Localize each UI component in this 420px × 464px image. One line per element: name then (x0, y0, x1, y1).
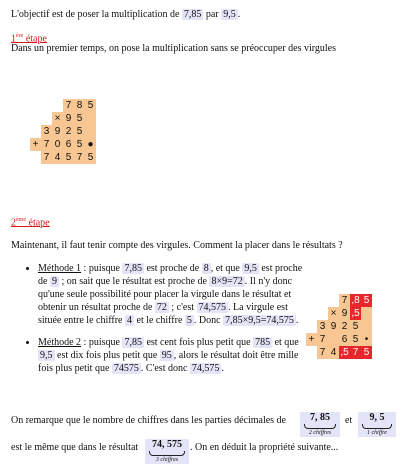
grid-cell (30, 112, 41, 125)
conclusion-end: . On en déduit la propriété suivante... (190, 442, 339, 453)
grid-cell: 5 (361, 346, 372, 359)
grid-cell: ,5 (351, 308, 360, 319)
m2-t7: . (221, 363, 224, 374)
grid-cell: 7 (41, 151, 52, 164)
grid-cell (306, 294, 317, 307)
grid-row (30, 151, 96, 164)
grid-cell: 7 (350, 346, 361, 359)
conclusion-and: et (345, 415, 353, 426)
m1-t5: ; on sait que le résultat est proche de (58, 276, 210, 287)
grid-cell: 5 (74, 112, 85, 125)
grid-cell: 2 (63, 125, 74, 138)
decimal-brace-b (358, 412, 396, 437)
grid-cell: 7 (74, 151, 85, 164)
m2-t1: : puisque (81, 337, 123, 348)
method2-label: Méthode 2 (38, 337, 82, 348)
grid-cell: 0 (52, 138, 63, 151)
brace-a-int: 7, (310, 412, 318, 423)
grid-cell: 2 (339, 320, 350, 333)
value-9-5: 9,5 (223, 9, 236, 20)
m2-t3: et que (272, 337, 299, 348)
grid-cell (85, 125, 96, 138)
grid-cell: 5 (350, 320, 361, 333)
grid-cell (306, 307, 317, 320)
decimal-brace-c (145, 439, 189, 464)
grid-cell (328, 333, 339, 346)
method-2 (38, 336, 303, 375)
m1-v8: 4 (127, 315, 132, 326)
grid-cell: × (328, 307, 339, 320)
intro-line (11, 9, 240, 20)
m1-t7: ; c'est (168, 302, 197, 313)
grid-cell: 5 (74, 125, 85, 138)
grid-cell (52, 99, 63, 112)
grid-cell: ,5 (340, 347, 349, 358)
brace-c-note: 3 chiffres (155, 457, 179, 463)
m2-v1: 7,85 (124, 337, 142, 348)
method1-label: Méthode 1 (38, 263, 82, 274)
grid-cell: 5 (350, 333, 361, 346)
m2-v3: 9,5 (40, 350, 53, 361)
grid-cell (85, 112, 96, 125)
grid-cell (328, 294, 339, 307)
grid-cell: 6 (63, 138, 74, 151)
grid-cell: + (30, 138, 41, 151)
grid-cell: 5 (63, 151, 74, 164)
m1-t3: , et que (210, 263, 243, 274)
grid-cell (41, 99, 52, 112)
grid-cell: 9 (328, 320, 339, 333)
grid-cell: 8 (74, 99, 85, 112)
m2-v6: 74,575 (191, 363, 220, 374)
m2-v4: 95 (161, 350, 172, 361)
grid-cell (30, 151, 41, 164)
m1-t6: . Il n'y donc qu'une seule possibilité pour placer la virgule dans le résultat et obtenir un résultat proche de (38, 276, 293, 313)
m1-v7: 74,575 (198, 302, 227, 313)
step2-num: 2 (11, 217, 16, 229)
grid-cell (361, 320, 372, 333)
grid-row (306, 320, 372, 333)
grid-cell: 5 (85, 99, 96, 112)
grid-cell: 5 (361, 294, 372, 307)
intro-end: . (237, 9, 241, 20)
multiplication-grid-2 (306, 294, 372, 359)
m2-v2: 785 (255, 337, 271, 348)
m2-v5: 74575 (113, 363, 139, 374)
multiplication-grid-1 (30, 99, 96, 164)
grid-cell: 7 (317, 333, 328, 346)
grid-cell: 7 (41, 138, 52, 151)
grid-cell: + (306, 333, 317, 346)
m2-t2: est cent fois plus petit que (143, 337, 254, 348)
grid-cell: • (361, 333, 372, 346)
m2-t5: , alors le résultat doit être mille fois plus petit que (38, 350, 299, 374)
m1-v9: 5 (186, 315, 192, 326)
line2-text: est le même que dans le résultat (11, 442, 139, 453)
conclusion-line1: On remarque que le nombre de chiffres dans les parties décimales de (11, 415, 286, 426)
grid-cell: 9 (52, 125, 63, 138)
conclusion-line2 (11, 442, 138, 453)
intro-text: par (205, 9, 219, 20)
grid-cell (41, 112, 52, 125)
grid-row (306, 333, 372, 346)
grid-cell: 5 (85, 151, 96, 164)
brace-c-int: 74, (152, 439, 165, 450)
grid-cell: 4 (328, 346, 339, 359)
grid-row (30, 99, 96, 112)
grid-cell (317, 294, 328, 307)
m2-t4: est dix fois plus petit que (54, 350, 160, 361)
step2-heading (11, 217, 50, 228)
grid-cell: 7 (63, 99, 74, 112)
brace-c-dec: 575 (167, 439, 182, 450)
grid-row (30, 112, 96, 125)
grid-cell (30, 99, 41, 112)
methods-list (24, 262, 303, 384)
grid-cell: 4 (52, 151, 63, 164)
m1-v4: 9 (51, 276, 57, 287)
decimal-brace-a (300, 412, 340, 437)
grid-cell: 5 (74, 138, 85, 151)
grid-cell (30, 125, 41, 138)
brace-b-dec: 5 (379, 412, 385, 423)
grid-cell: ,8 (351, 295, 360, 306)
step2-text: Maintenant, il faut tenir compte des virgules. Comment la placer dans le résultats ? (11, 240, 343, 251)
m1-t11: . (295, 315, 299, 326)
grid-cell: 9 (339, 307, 350, 320)
m1-t10: . Donc (193, 315, 224, 326)
intro-text: L'objectif est de poser la multiplication de (11, 9, 180, 20)
step1-word: étape (25, 33, 47, 45)
grid-cell (317, 307, 328, 320)
grid-cell (306, 320, 317, 333)
step1-text: Dans un premier temps, on pose la multiplication sans se préoccuper des virgules (11, 43, 337, 54)
grid-row (306, 294, 372, 307)
brace-c-number (147, 439, 187, 451)
grid-cell: 3 (317, 320, 328, 333)
grid-row (306, 307, 372, 320)
brace-a-number (302, 412, 338, 424)
step2-word: étape (28, 217, 50, 229)
grid-cell: 7 (339, 294, 350, 307)
m2-t6: . C'est donc (140, 363, 190, 374)
m1-v3: 9,5 (244, 263, 257, 274)
m1-v2: 8 (203, 263, 209, 274)
m1-v1: 7,85 (124, 263, 142, 274)
grid-cell: 7 (317, 346, 328, 359)
grid-cell: 3 (41, 125, 52, 138)
step1-num: 1 (11, 33, 16, 45)
m1-t4: est proche de (38, 263, 303, 287)
brace-b-note: 1 chiffre (367, 430, 387, 436)
m1-t9: et le chiffre (134, 315, 185, 326)
grid-cell: 9 (63, 112, 74, 125)
grid-cell: ● (85, 138, 96, 151)
grid-row (30, 125, 96, 138)
brace-b-number (360, 412, 394, 424)
grid-row (30, 138, 96, 151)
grid-cell (306, 346, 317, 359)
m1-v10: 7,85×9,5=74,575 (225, 315, 294, 326)
m1-t2: est proche de (143, 263, 202, 274)
grid-cell: 6 (339, 333, 350, 346)
step2-sup: ème (16, 217, 26, 223)
m1-t1: : puisque (81, 263, 123, 274)
value-7-85: 7,85 (183, 9, 202, 20)
step1-sup: ère (16, 33, 24, 39)
grid-cell (361, 307, 372, 320)
method-1 (38, 262, 303, 327)
m1-v5: 8×9=72 (211, 276, 243, 287)
m1-t8: . La virgule est située entre le chiffre (38, 302, 288, 326)
brace-a-dec: 85 (320, 412, 330, 423)
brace-a-note: 2 chiffres (308, 430, 332, 436)
m1-v6: 72 (156, 302, 167, 313)
grid-row (306, 346, 372, 359)
grid-cell: × (52, 112, 63, 125)
brace-b-int: 9, (369, 412, 377, 423)
